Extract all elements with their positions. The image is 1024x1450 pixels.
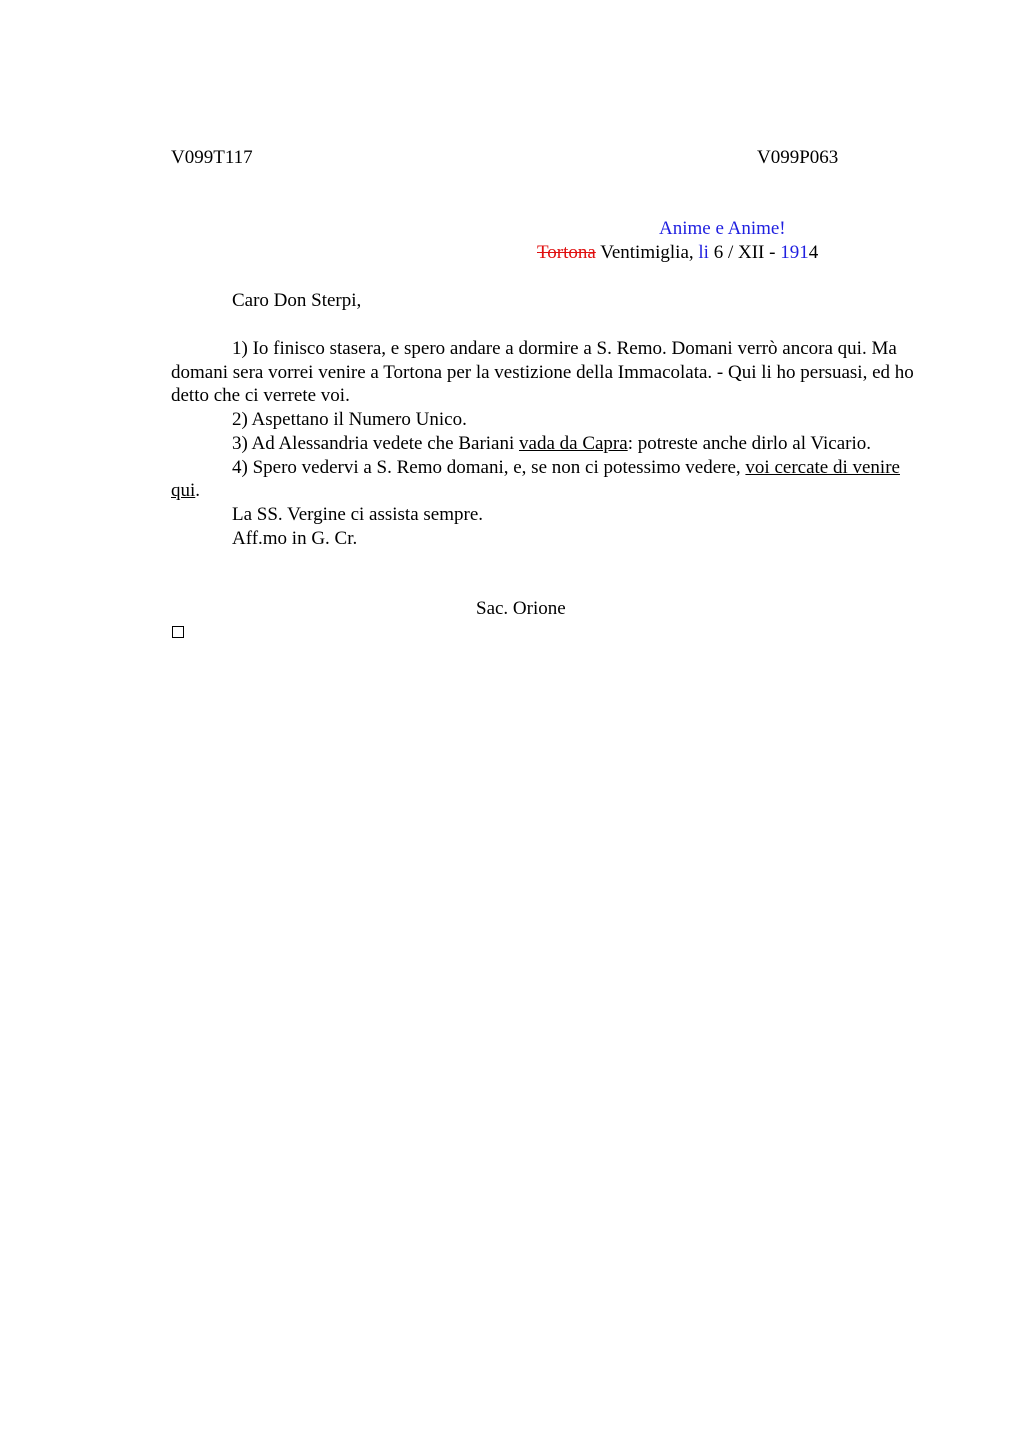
dateline-place: Ventimiglia, [595,242,699,263]
checkbox-icon [172,626,184,638]
salutation: Caro Don Sterpi, [232,290,362,311]
letter-body [171,337,931,550]
paragraph-4 [171,456,931,503]
paragraph-4-start: 4) Spero vedervi a S. Remo domani, e, se non ci potessimo vedere, [232,456,746,478]
paragraph-3 [171,432,931,456]
dateline-year-prefix: 191 [780,242,809,263]
paragraph-5: La SS. Vergine ci assista sempre. [232,503,484,525]
paragraph-2: 2) Aspettano il Numero Unico. [232,409,467,431]
dateline-li: li [698,242,709,263]
dateline-year-suffix: 4 [808,242,819,263]
paragraph-3-start: 3) Ad Alessandria vedete che Bariani [232,432,520,454]
paragraph-4-end: . [195,480,201,502]
dateline-date: 6 / XII - [708,242,781,263]
motto: Anime e Anime! [659,218,786,239]
paragraph-3-underlined: vada da Capra [519,432,628,454]
paragraph-3-end: : potreste anche dirlo al Vicario. [627,432,871,454]
struck-place: Tortona [537,242,596,263]
closing: Aff.mo in G. Cr. [232,527,358,549]
dateline [537,241,818,265]
signature: Sac. Orione [476,598,566,619]
document-code-right: V099P063 [757,147,839,168]
paragraph-1: 1) Io finisco stasera, e spero andare a dormire a S. Remo. Domani verrò ancora qui. Ma domani sera vorrei venire a Tortona per la vestizione della Immacolata. - Qui li ho persuasi, ed ho detto che ci verrete voi. [171,338,914,407]
paragraph-4-underlined: voi cercate di venire qui [171,456,900,502]
document-code-left: V099T117 [171,147,253,168]
